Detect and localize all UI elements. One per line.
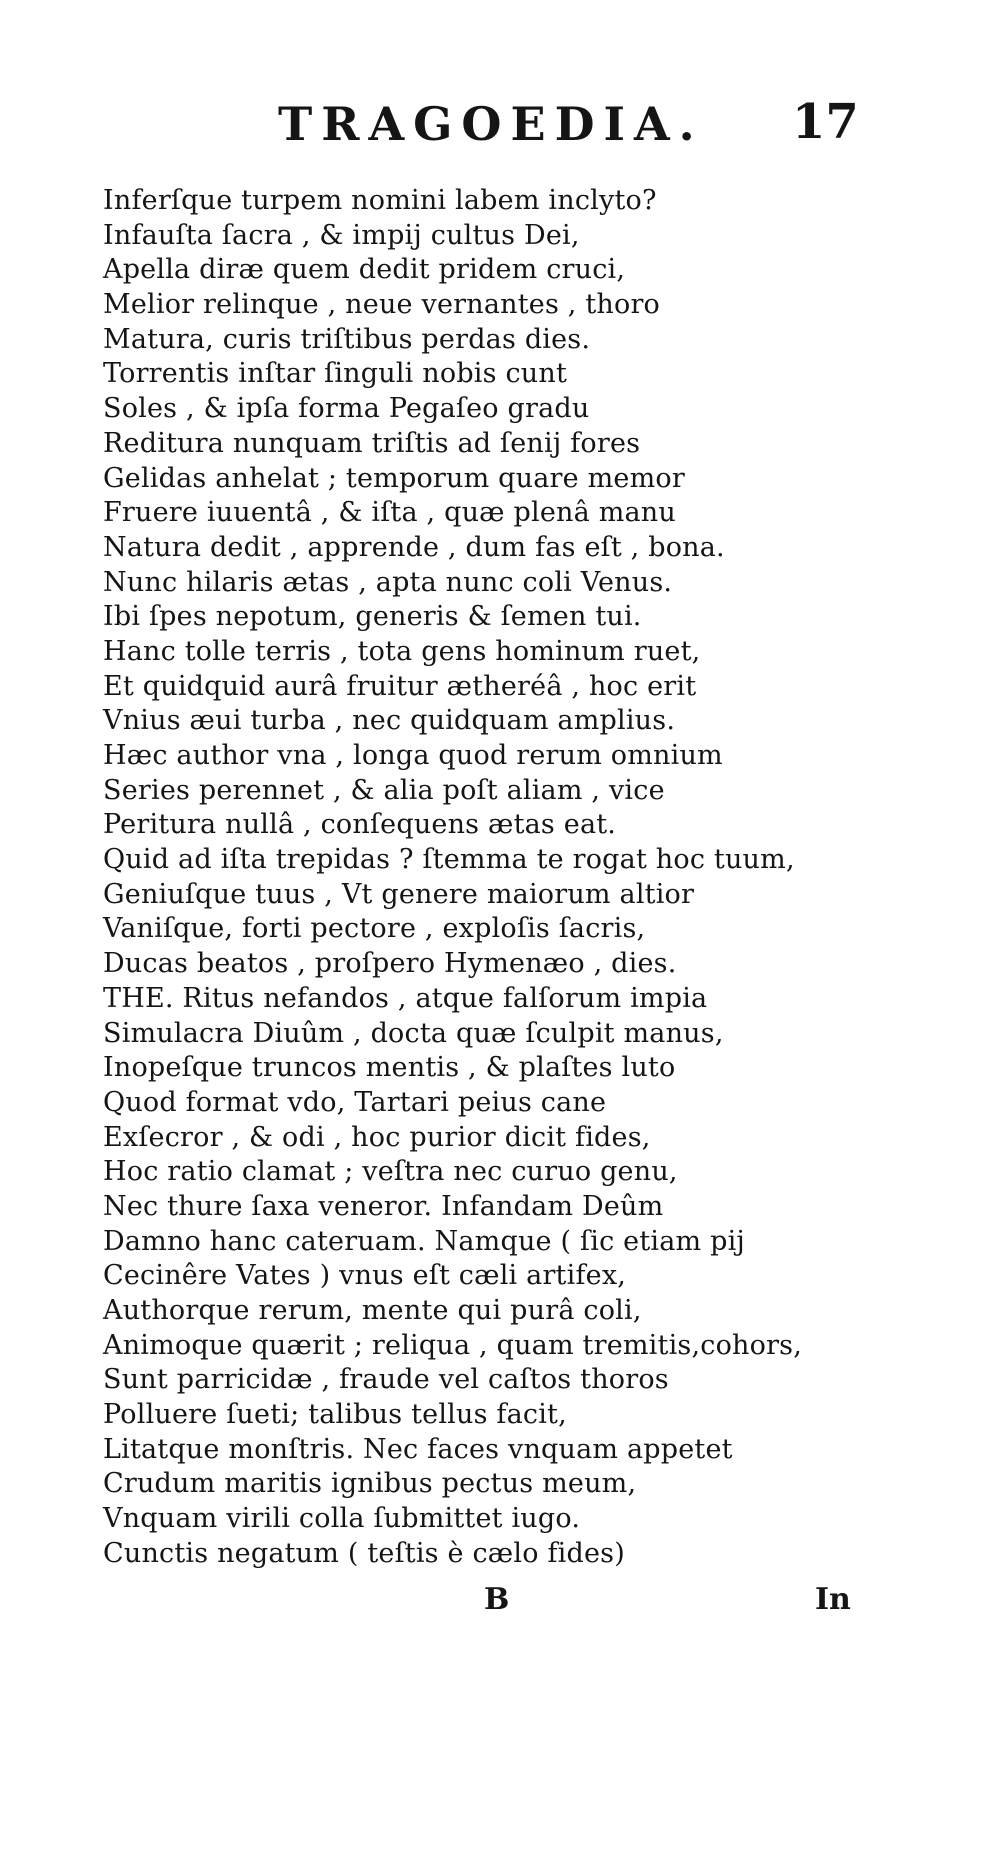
signature-mark: B [484, 1582, 510, 1617]
verse-line: Quid ad iſta trepidas ? ſtemma te rogat hoc tuum, [103, 844, 795, 876]
verse-line: Natura dedit , apprende , dum fas eſt , bona. [103, 531, 725, 563]
verse-line: Exſecror , & odi , hoc purior dicit fides, [103, 1121, 651, 1153]
verse-line: Sunt parricidæ , fraude vel caſtos thoros [103, 1364, 669, 1396]
verse-line: Nunc hilaris ætas , apta nunc coli Venus. [103, 566, 673, 598]
verse-line: Ducas beatos , proſpero Hymenæo , dies. [103, 948, 677, 980]
verse-line: Hæc author vna , longa quod rerum omnium [103, 740, 723, 771]
page-number: 17 [792, 94, 859, 150]
verse-line: Polluere ſueti; talibus tellus facit, [103, 1399, 567, 1431]
verse-line: Vaniſque, forti pectore , exploſis ſacris, [103, 913, 646, 945]
verse-line: Damno hanc cateruam. Namque ( ſic etiam pij [103, 1225, 746, 1257]
verse-line: Soles , & ipſa forma Pegaſeo gradu [103, 393, 590, 425]
verse-line: Melior relinque , neue vernantes , thoro [103, 289, 661, 321]
verse-line: Crudum maritis ignibus pectus meum, [103, 1468, 637, 1500]
verse-line: Vnquam virili colla ſubmittet iugo. [103, 1503, 581, 1535]
verse-line: Torrentis inſtar ſinguli nobis cunt [103, 358, 568, 390]
verse-line: Apella diræ quem dedit pridem cruci, [103, 254, 626, 286]
verse-line: Infauſta ſacra , & impij cultus Dei, [103, 219, 580, 251]
verse-line: Animoque quærit ; reliqua , quam tremitis,cohors, [103, 1329, 803, 1361]
running-title: TRAGOEDIA. [278, 97, 704, 151]
verse-line: Inopeſque truncos mentis , & plaſtes luto [103, 1052, 676, 1084]
verse-line: Series perennet , & alia poſt aliam , vice [103, 774, 665, 806]
verse-line: Et quidquid aurâ fruitur ætheréâ , hoc erit [103, 670, 697, 702]
verse-line: Reditura nunquam triſtis ad ſenij fores [103, 427, 641, 459]
verse-line: Cecinêre Vates ) vnus eſt cæli artifex, [103, 1260, 627, 1292]
verse-line: Litatque monſtris. Nec faces vnquam appetet [103, 1433, 733, 1465]
verse-line: Hoc ratio clamat ; veſtra nec curuo genu, [103, 1156, 678, 1188]
verse-line: Gelidas anhelat ; temporum quare memor [103, 462, 685, 494]
verse-line: Simulacra Diuûm , docta quæ ſculpit manus, [103, 1017, 724, 1049]
verse-line: THE. Ritus nefandos , atque falſorum impia [103, 982, 708, 1014]
verse-line: Quod format vdo, Tartari peius cane [103, 1086, 607, 1118]
verse-line: Matura, curis triſtibus perdas dies. [103, 323, 591, 355]
verse-line: Vnius æui turba , nec quidquam amplius. [103, 705, 676, 737]
verse-line: Cunctis negatum ( teſtis è cælo fides) [103, 1537, 625, 1569]
verse-line: Fruere iuuentâ , & iſta , quæ plenâ manu [103, 497, 676, 529]
verse-line: Geniuſque tuus , Vt genere maiorum altior [103, 878, 695, 910]
verse-block [103, 184, 903, 1572]
catchword: In [815, 1582, 851, 1617]
verse-line: Ibi ſpes nepotum, generis & ſemen tui. [103, 601, 642, 633]
verse-line: Hanc tolle terris , tota gens hominum ruet, [103, 635, 701, 667]
verse-line: Authorque rerum, mente qui purâ coli, [103, 1295, 642, 1326]
verse-line: Inferſque turpem nomini labem inclyto? [103, 185, 657, 216]
verse-line: Nec thure ſaxa veneror. Infandam Deûm [103, 1190, 664, 1222]
verse-line: Peritura nullâ , conſequens ætas eat. [103, 809, 617, 841]
